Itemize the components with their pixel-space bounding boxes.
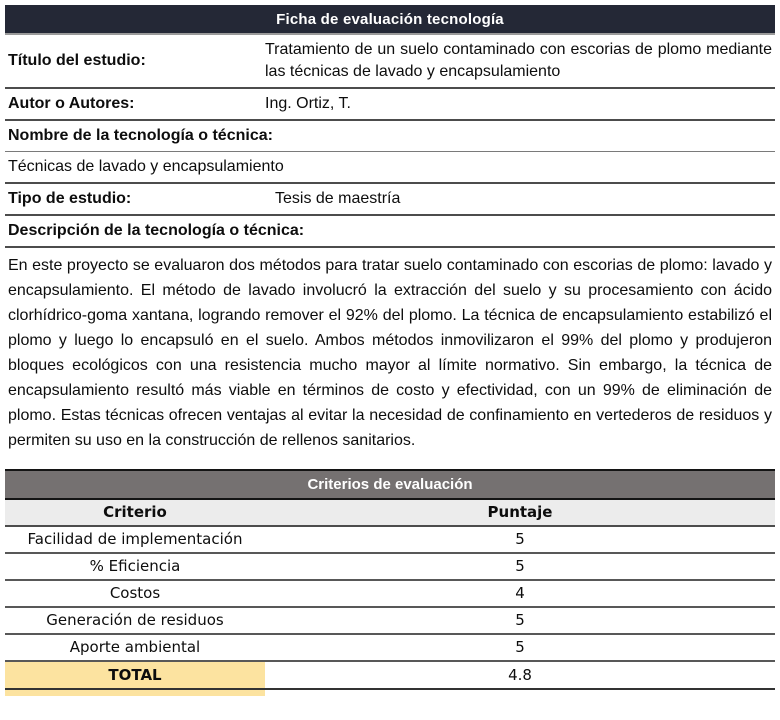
autor-label: Autor o Autores:: [8, 95, 135, 112]
column-header-criterio: Criterio: [103, 503, 167, 521]
document-title-bar: [5, 5, 775, 35]
field-row-autor: [5, 89, 775, 121]
table-row: [5, 527, 775, 554]
section-spacer: [5, 460, 775, 469]
criteria-table-title: Criterios de evaluación: [307, 476, 473, 493]
field-row-nombre-label: [5, 121, 775, 152]
criterio-cell: Aporte ambiental: [69, 638, 201, 656]
column-header-puntaje: Puntaje: [487, 503, 553, 521]
criteria-table-header: [5, 469, 775, 500]
criterio-cell: Facilidad de implementación: [27, 530, 243, 548]
total-label-cell: TOTAL: [5, 662, 265, 688]
total-row: [5, 662, 775, 690]
criterio-cell: Generación de residuos: [46, 611, 224, 629]
puntaje-cell: 4: [515, 584, 525, 602]
table-row: [5, 608, 775, 635]
total-cell-bleed: [5, 690, 265, 696]
descripcion-paragraph: En este proyecto se evaluaron dos métodos para tratar suelo contaminado con escorias de plomo: lavado y encapsulamiento. El método de lavado involucró la extracción del suelo y su procesamiento con ácido clorhídrico-goma xantana, logrando remover el 92% del plomo. La técnica de encapsulamiento estabilizó el plomo y luego lo encapsuló en el suelo. Ambos métodos inmovilizaron el 99% del plomo y produjeron bloques ecológicos con una resistencia mucho mayor al límite normativo. Sin embargo, la técnica de encapsulamiento resultó más viable en términos de costo y efectividad, con un 99% de eliminación de plomo. Estas técnicas ofrecen ventajas al evitar la necesidad de confinamiento en vertederos de residuos y permiten su uso en la construcción de rellenos sanitarios.: [8, 257, 772, 449]
autor-value: Ing. Ortiz, T.: [265, 95, 351, 112]
total-value-cell: 4.8: [508, 666, 532, 684]
criterio-cell: % Eficiencia: [89, 557, 181, 575]
titulo-label: Título del estudio:: [8, 52, 146, 69]
document-title: Ficha de evaluación tecnología: [276, 11, 504, 28]
descripcion-label: Descripción de la tecnología o técnica:: [8, 222, 305, 239]
puntaje-cell: 5: [515, 557, 525, 575]
nombre-label: Nombre de la tecnología o técnica:: [8, 127, 273, 144]
puntaje-cell: 5: [515, 638, 525, 656]
field-row-nombre-value: [5, 152, 775, 184]
field-row-descripcion-label: [5, 216, 775, 248]
titulo-value: Tratamiento de un suelo contaminado con escorias de plomo mediante las técnicas de lavado y encapsulamiento: [265, 41, 772, 80]
table-row: [5, 554, 775, 581]
puntaje-cell: 5: [515, 611, 525, 629]
puntaje-cell: 5: [515, 530, 525, 548]
field-row-tipo: [5, 184, 775, 216]
nombre-value: Técnicas de lavado y encapsulamiento: [8, 158, 284, 175]
criteria-column-header-row: [5, 500, 775, 527]
criteria-table: [5, 500, 775, 696]
criterio-cell: Costos: [109, 584, 161, 602]
field-row-titulo: [5, 35, 775, 89]
table-row: [5, 581, 775, 608]
tipo-label: Tipo de estudio:: [8, 190, 132, 207]
table-row: [5, 635, 775, 662]
tipo-value: Tesis de maestría: [275, 190, 401, 207]
